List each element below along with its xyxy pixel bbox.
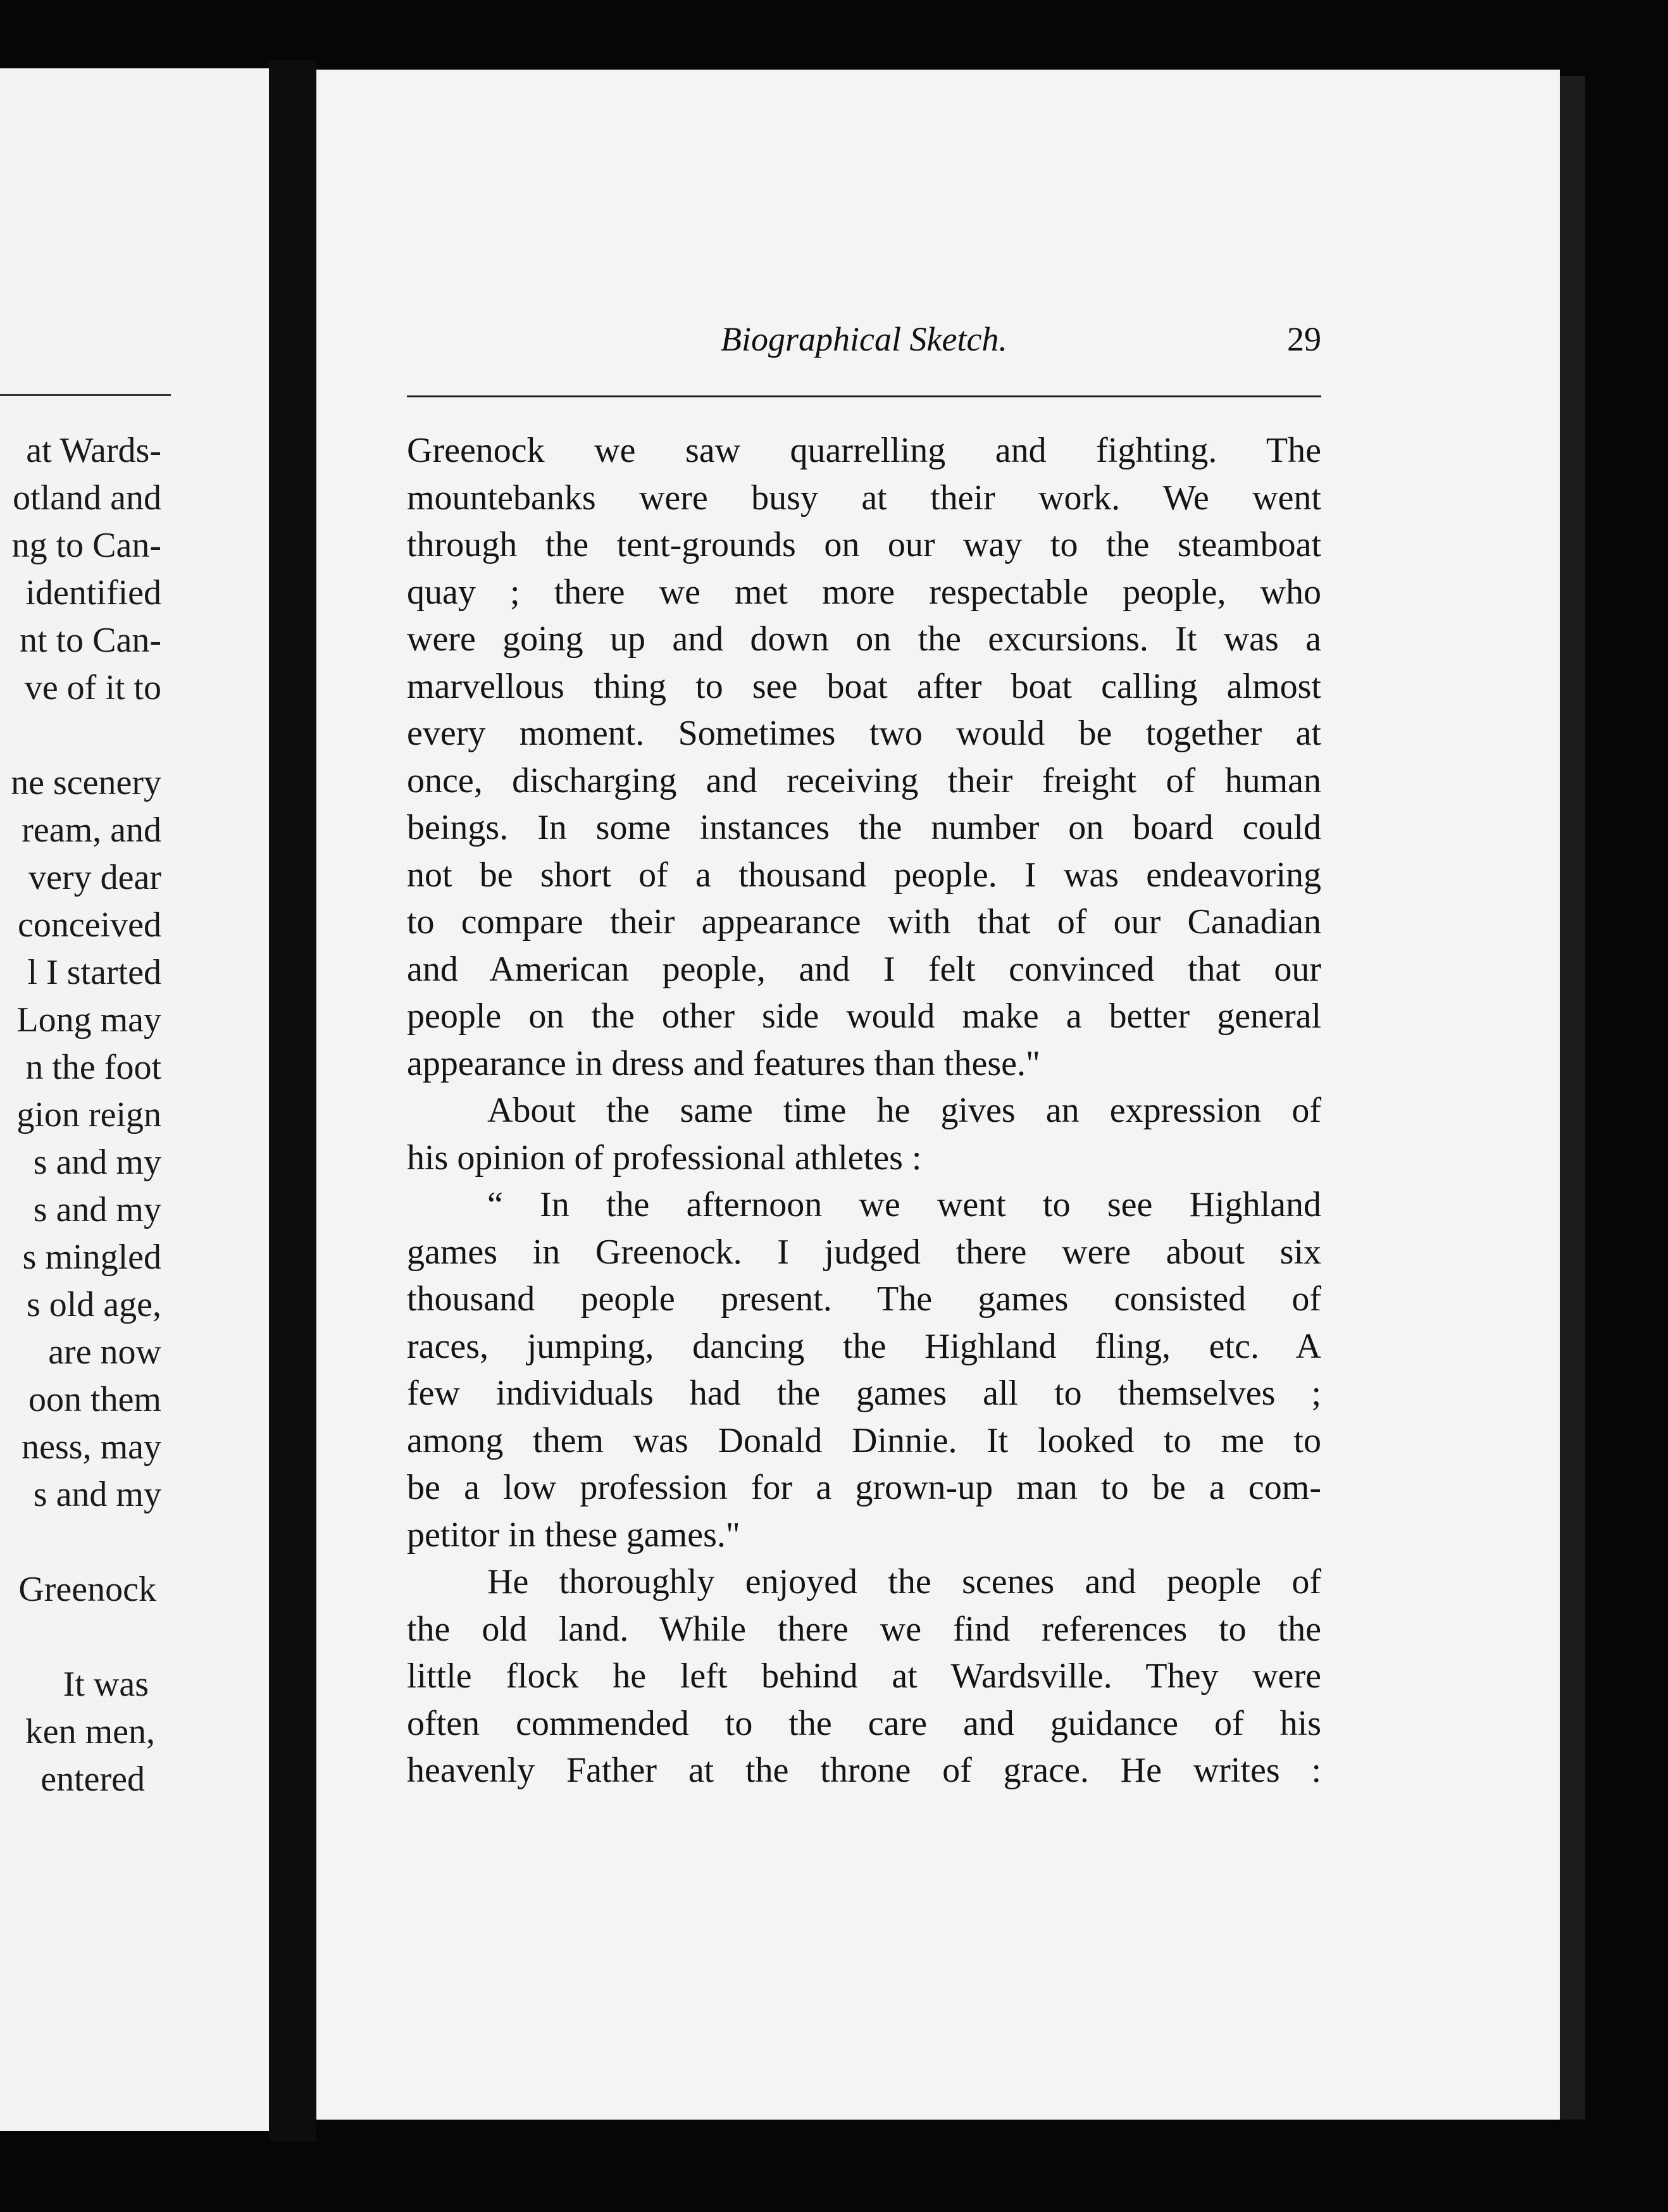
- text-line: among them was Donald Dinnie. It looked to me to: [407, 1420, 1321, 1460]
- text-line: little flock he left behind at Wardsville. They were: [407, 1656, 1321, 1696]
- text-line: the old land. While there we find references to the: [407, 1609, 1321, 1649]
- page-edge-shadow: [1560, 76, 1585, 2120]
- left-page-line: Greenock: [18, 1570, 156, 1609]
- left-page-line: ng to Can-: [11, 526, 161, 565]
- left-page-line: ken men,: [25, 1712, 155, 1751]
- page-header: [407, 320, 1321, 376]
- book-gutter: [269, 60, 316, 2142]
- left-page-line: s mingled: [22, 1238, 161, 1277]
- text-line: petitor in these games.": [407, 1515, 740, 1555]
- text-line: to compare their appearance with that of our Canadian: [407, 902, 1321, 941]
- left-page-line: are now: [48, 1333, 161, 1372]
- text-line: appearance in dress and features than these.": [407, 1043, 1040, 1083]
- left-page-line: l I started: [27, 953, 161, 992]
- text-line: not be short of a thousand people. I was endeavoring: [407, 855, 1321, 895]
- left-page-line: It was: [63, 1665, 149, 1704]
- left-page-line: very dear: [28, 858, 161, 897]
- left-page-line: n the foot: [25, 1048, 161, 1087]
- text-line: beings. In some instances the number on board could: [407, 808, 1321, 847]
- left-page-line: identified: [25, 573, 161, 612]
- left-page-line: conceived: [18, 905, 161, 945]
- header-rule: [407, 395, 1321, 397]
- left-page-line: at Wards-: [26, 431, 161, 470]
- left-page-line: nt to Can-: [20, 621, 161, 660]
- text-line: people on the other side would make a better general: [407, 997, 1321, 1036]
- text-line: About the same time he gives an expression of: [487, 1091, 1321, 1130]
- text-line: his opinion of professional athletes :: [407, 1138, 922, 1177]
- left-page-line: ve of it to: [24, 668, 161, 707]
- text-line: He thoroughly enjoyed the scenes and people of: [487, 1562, 1321, 1601]
- left-page-line: s and my: [33, 1190, 161, 1229]
- left-page-line: s and my: [33, 1475, 161, 1514]
- text-line: marvellous thing to see boat after boat calling almost: [407, 666, 1321, 706]
- left-page-line: gion reign: [16, 1095, 161, 1134]
- text-line: were going up and down on the excursions. It was a: [407, 619, 1321, 659]
- left-header-rule: [0, 394, 171, 396]
- text-line: often commended to the care and guidance of his: [407, 1703, 1321, 1743]
- running-head: Biographical Sketch.: [721, 320, 1007, 358]
- left-page-line: s old age,: [26, 1285, 161, 1324]
- text-line: thousand people present. The games consisted of: [407, 1279, 1321, 1319]
- text-line: through the tent-grounds on our way to the steamboat: [407, 525, 1321, 564]
- left-page-line: oon them: [28, 1380, 161, 1419]
- left-page-line: ream, and: [22, 811, 161, 850]
- text-line: every moment. Sometimes two would be together at: [407, 714, 1321, 753]
- text-line: quay ; there we met more respectable people, who: [407, 572, 1321, 612]
- text-line: games in Greenock. I judged there were about six: [407, 1232, 1321, 1272]
- text-line: Greenock we saw quarrelling and fighting. The: [407, 431, 1321, 470]
- left-facing-page: [0, 68, 269, 2131]
- text-line: races, jumping, dancing the Highland fling, etc. A: [407, 1326, 1321, 1366]
- text-line: once, discharging and receiving their freight of human: [407, 761, 1321, 800]
- text-line: heavenly Father at the throne of grace. He writes :: [407, 1751, 1321, 1790]
- left-page-line: ne scenery: [11, 763, 161, 802]
- text-line: few individuals had the games all to themselves ;: [407, 1374, 1321, 1413]
- page-number: 29: [1287, 320, 1321, 358]
- right-page: [316, 70, 1560, 2120]
- text-line: and American people, and I felt convinced that our: [407, 949, 1321, 989]
- left-page-line: Long may: [16, 1000, 161, 1040]
- text-line: “ In the afternoon we went to see Highland: [487, 1185, 1321, 1224]
- left-page-line: entered: [40, 1760, 145, 1799]
- body-text: [407, 427, 1321, 1794]
- text-line: mountebanks were busy at their work. We went: [407, 478, 1321, 518]
- left-page-line: ness, may: [22, 1427, 161, 1467]
- left-page-line: otland and: [13, 478, 161, 518]
- left-page-line: s and my: [33, 1143, 161, 1182]
- text-line: be a low profession for a grown-up man to be a com-: [407, 1468, 1321, 1507]
